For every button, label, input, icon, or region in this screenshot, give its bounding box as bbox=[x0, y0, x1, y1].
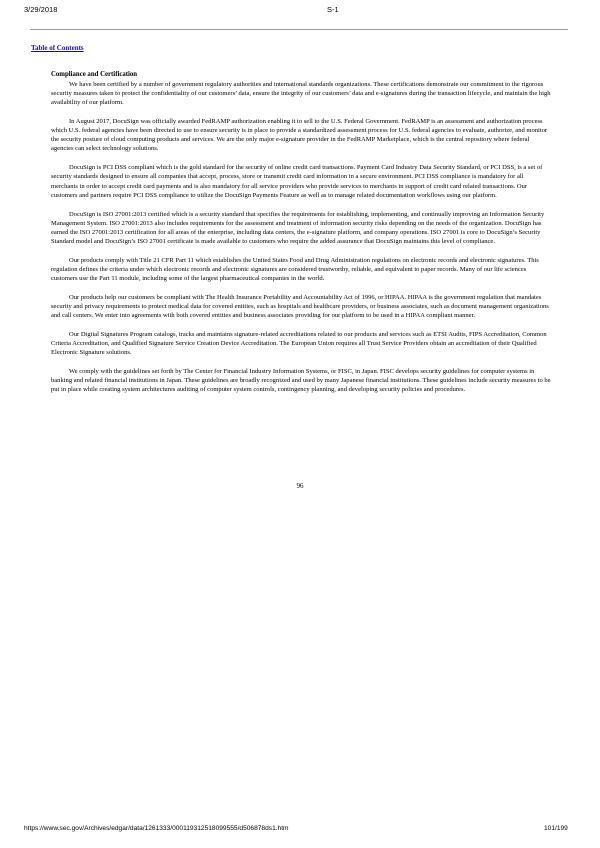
section-heading: Compliance and Certification bbox=[51, 71, 138, 78]
paragraph-hipaa: Our products help our customers be compliant with The Health Insurance Portability and Accountability Act of 1996, or HIPAA. HIPAA is the government regulation that mandates security and privacy requirements to protect medical data for covered entities, such as hospitals and healthcare providers, or business associates, such as document management organizations and call centers. We enter into agreements with both covered entities and business associates providing for our platform to be used in a HIPAA compliant manner. bbox=[51, 293, 549, 319]
paragraph-certifications-intro: We have been certified by a number of government regulatory authorities and international standards organizations. These certifications demonstrate our commitment to the rigorous security measures taken to protect the confidentiality of our customers’ data, ensure the integrity of our customers’ data and e-signatures during the transaction lifecycle, and maintain the high availability of our platform. bbox=[51, 81, 551, 107]
page-number: 96 bbox=[296, 482, 304, 490]
compliance-section bbox=[51, 70, 551, 404]
table-of-contents-link[interactable]: Table of Contents bbox=[31, 44, 84, 52]
document-title: S-1 bbox=[327, 5, 339, 14]
paragraph-cfr-part-11: Our products comply with Title 21 CFR Part 11 which establishes the United States Food and Drug Administration regulations on electronic records and electronic signatures. This regulation defines the criteria under which electronic records and electronic signatures are considered trustworthy, reliable, and equivalent to paper records. Many of our life sciences customers use the Part 11 module, including some of the largest pharmaceutical companies in the world. bbox=[51, 256, 539, 282]
paragraph-fedramp: In August 2017, DocuSign was officially awarded FedRAMP authorization enabling it to sell to the U.S. Federal Government. FedRAMP is an assessment and authorization process which U.S. federal agencies have been directed to use to ensure security is in place to provide a standardized assessment process for U.S. federal agencies to evaluate, authorize, and monitor the security posture of cloud computing products and services. We are the only major e-signature provider in the FedRAMP Marketplace, which is the central repository where federal agencies can select technology solutions. bbox=[51, 118, 548, 153]
source-url: https://www.sec.gov/Archives/edgar/data/1261333/000119312518099555/d506878ds1.htm bbox=[24, 825, 289, 832]
paragraph-pci-dss: DocuSign is PCI DSS compliant which is the gold standard for the security of online credit card transactions. Payment Card Industry Data Security Standard, or PCI DSS, is a set of security standards designed to ensure all companies that accept, process, store or transmit credit card information in a secure environment. PCI DSS compliance is mandatory for all merchants in order to accept credit card payments and is also mandatory for all service providers who provide services to merchants in support of credit card related transactions. Our customers and partners require PCI DSS compliance to utilize the DocuSign Payments Feature as well as to manage related documentation workflows using our platform. bbox=[51, 164, 543, 199]
paragraph-fisc: We comply with the guidelines set forth by The Center for Financial Industry Information Systems, or FISC, in Japan. FISC develops security guidelines for computer systems in banking and related financial institutions in Japan. These guidelines are broadly recognized and used by many Japanese financial institutions. These guidelines include security measures to be put in place while creating system architectures auditing of computer system controls, contingency planning, and developing security policies and procedures. bbox=[51, 367, 551, 394]
paragraph-iso-27001: DocuSign is ISO 27001:2013 certified which is a security standard that specifies the requirements for establishing, implementing, and continually improving an Information Security Management System. ISO 27001:2013 also includes requirements for the assessment and treatment of information security risks depending on the needs of the organization. DocuSign has earned the ISO 27001:2013 certification for all areas of the enterprise, including data centers, the e-signature platform, and company operations. ISO 27001 is core to DocuSign’s Security Standard model and DocuSign’s ISO 27001 certificate is made available to customers who require the added assurance that DocuSign maintains this level of compliance. bbox=[51, 210, 545, 245]
paragraph-digital-signatures: Our Digital Signatures Program catalogs, tracks and maintains signature-related accreditations related to our products and services such as ETSI Audits, FIPS Accreditation, Common Criteria Accreditation, and Qualified Signature Service Creation Device Accreditation. The European Union requires all Trust Service Providers obtain an accreditation of their Qualified Electronic Signature solutions. bbox=[51, 330, 547, 357]
print-page-count: 101/199 bbox=[544, 825, 568, 832]
header-divider bbox=[30, 29, 568, 30]
print-date: 3/29/2018 bbox=[24, 5, 58, 14]
